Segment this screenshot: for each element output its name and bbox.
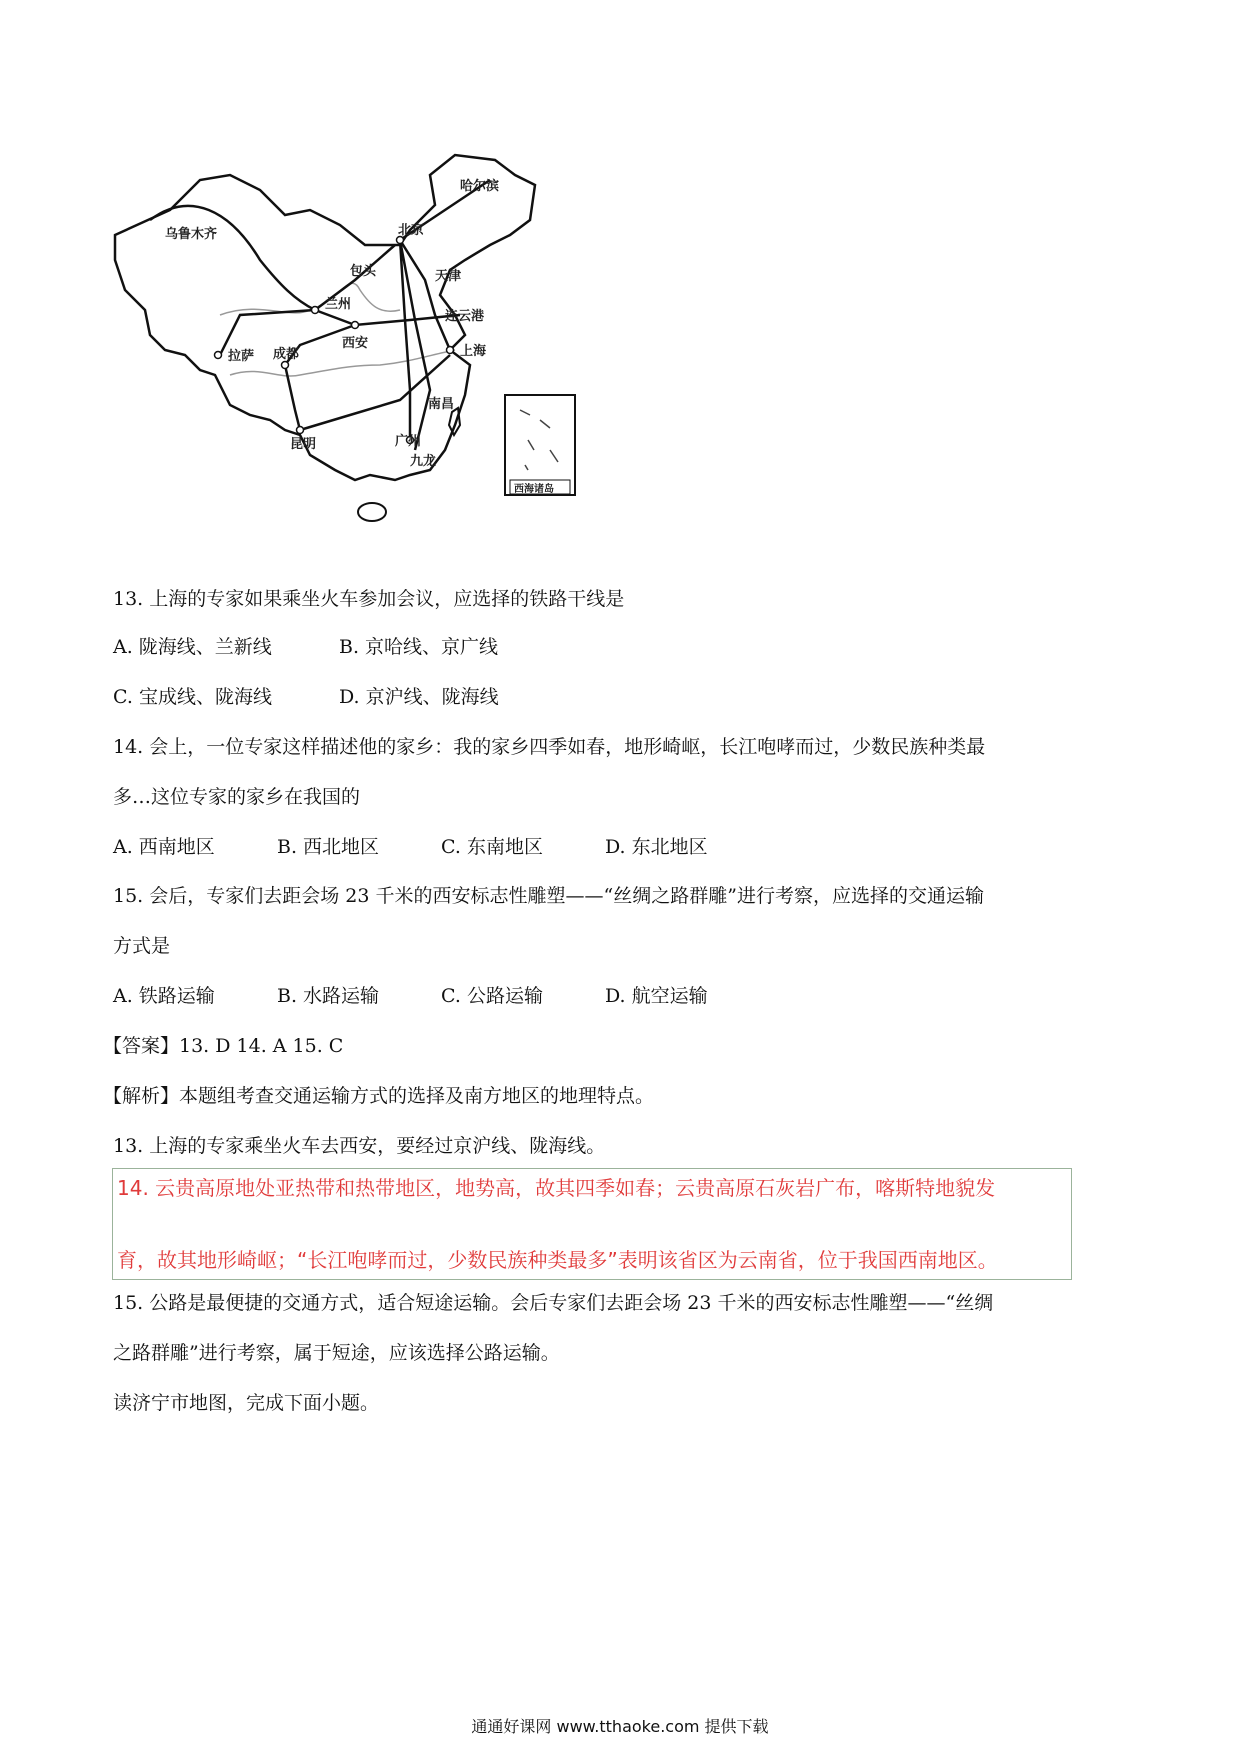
q14-option-b[interactable]: B. 西北地区 <box>277 836 380 858</box>
analysis-15-line1: 15. 公路是最便捷的交通方式，适合短途运输。会后专家们去距会场 23 千米的西安标志性雕塑——“丝绸 <box>113 1292 994 1314</box>
analysis-14-line1: 14. 云贵高原地处亚热带和热带地区，地势高，故其四季如春；云贵高原石灰岩广布，喀斯特地貌发 <box>117 1176 996 1200</box>
label-urumqi: 乌鲁木齐 <box>165 227 218 242</box>
q14-stem-line1: 14. 会上，一位专家这样描述他的家乡：我的家乡四季如春，地形崎岖，长江咆哮而过，少数民族种类最 <box>113 736 986 758</box>
dot-kunming <box>297 427 304 434</box>
q14-option-a[interactable]: A. 西南地区 <box>113 836 215 858</box>
label-lianyungang: 连云港 <box>445 309 485 324</box>
label-beijing: 北京 <box>398 223 425 238</box>
label-xian: 西安 <box>342 336 369 351</box>
south-sea-inset <box>505 395 575 495</box>
q15-stem-line1: 15. 会后，专家们去距会场 23 千米的西安标志性雕塑——“丝绸之路群雕”进行考察，应选择的交通运输 <box>113 885 984 907</box>
inset-label: 西海诸岛 <box>514 484 554 495</box>
label-lanzhou: 兰州 <box>325 297 352 312</box>
answer-line: 【答案】13. D 14. A 15. C <box>103 1035 344 1057</box>
label-tianjin: 天津 <box>435 269 462 284</box>
dot-lanzhou <box>312 307 319 314</box>
q15-option-b[interactable]: B. 水路运输 <box>277 985 380 1007</box>
q15-option-d[interactable]: D. 航空运输 <box>605 985 708 1007</box>
q14-options <box>113 834 708 860</box>
label-baotou: 包头 <box>350 264 377 279</box>
q13-options-row1 <box>113 634 498 660</box>
label-guangzhou: 广州 <box>395 434 422 449</box>
q13-option-a[interactable]: A. 陇海线、兰新线 <box>113 636 272 658</box>
q15-option-c[interactable]: C. 公路运输 <box>441 985 543 1007</box>
rail-lanxin <box>150 206 315 310</box>
q13-option-b[interactable]: B. 京哈线、京广线 <box>339 636 499 658</box>
q15-stem-line2: 方式是 <box>113 935 171 957</box>
dot-lhasa <box>215 352 222 359</box>
analysis-13: 13. 上海的专家乘坐火车去西安，要经过京沪线、陇海线。 <box>113 1135 606 1157</box>
label-nanchang: 南昌 <box>428 397 455 412</box>
label-shanghai: 上海 <box>460 344 487 359</box>
q15-option-a[interactable]: A. 铁路运输 <box>113 985 215 1007</box>
hainan-island <box>358 503 386 521</box>
page-footer: 通通好课网 www.tthaoke.com 提供下载 <box>471 1717 769 1736</box>
q13-stem: 13. 上海的专家如果乘坐火车参加会议，应选择的铁路干线是 <box>113 588 625 610</box>
q13-options-row2 <box>113 684 499 710</box>
dot-shanghai <box>447 347 454 354</box>
q14-option-c[interactable]: C. 东南地区 <box>441 836 543 858</box>
dot-chengdu <box>282 362 289 369</box>
label-harbin: 哈尔滨 <box>460 179 500 194</box>
rail-jinghu <box>400 240 450 350</box>
taiwan-island <box>449 408 460 435</box>
q13-option-d[interactable]: D. 京沪线、陇海线 <box>339 686 499 708</box>
analysis-15-line2: 之路群雕”进行考察，属于短途，应该选择公路运输。 <box>113 1342 560 1364</box>
q14-option-d[interactable]: D. 东北地区 <box>605 836 708 858</box>
label-kowloon: 九龙 <box>410 454 437 469</box>
q15-options <box>113 983 708 1009</box>
rail-jingjiu <box>400 240 430 450</box>
label-chengdu: 成都 <box>273 347 300 362</box>
dot-xian <box>352 322 359 329</box>
analysis-14-line2: 育，故其地形崎岖；“长江咆哮而过，少数民族种类最多”表明该省区为云南省，位于我国西南地区。 <box>117 1248 998 1272</box>
label-kunming: 昆明 <box>290 437 317 452</box>
china-railway-map <box>110 150 680 570</box>
next-prompt: 读济宁市地图，完成下面小题。 <box>113 1392 380 1414</box>
label-lhasa: 拉萨 <box>228 349 255 364</box>
q13-option-c[interactable]: C. 宝成线、陇海线 <box>113 686 272 708</box>
rail-xiangqian <box>300 355 450 430</box>
q14-stem-line2: 多…这位专家的家乡在我国的 <box>113 786 361 808</box>
analysis-intro: 【解析】本题组考查交通运输方式的选择及南方地区的地理特点。 <box>103 1085 655 1107</box>
